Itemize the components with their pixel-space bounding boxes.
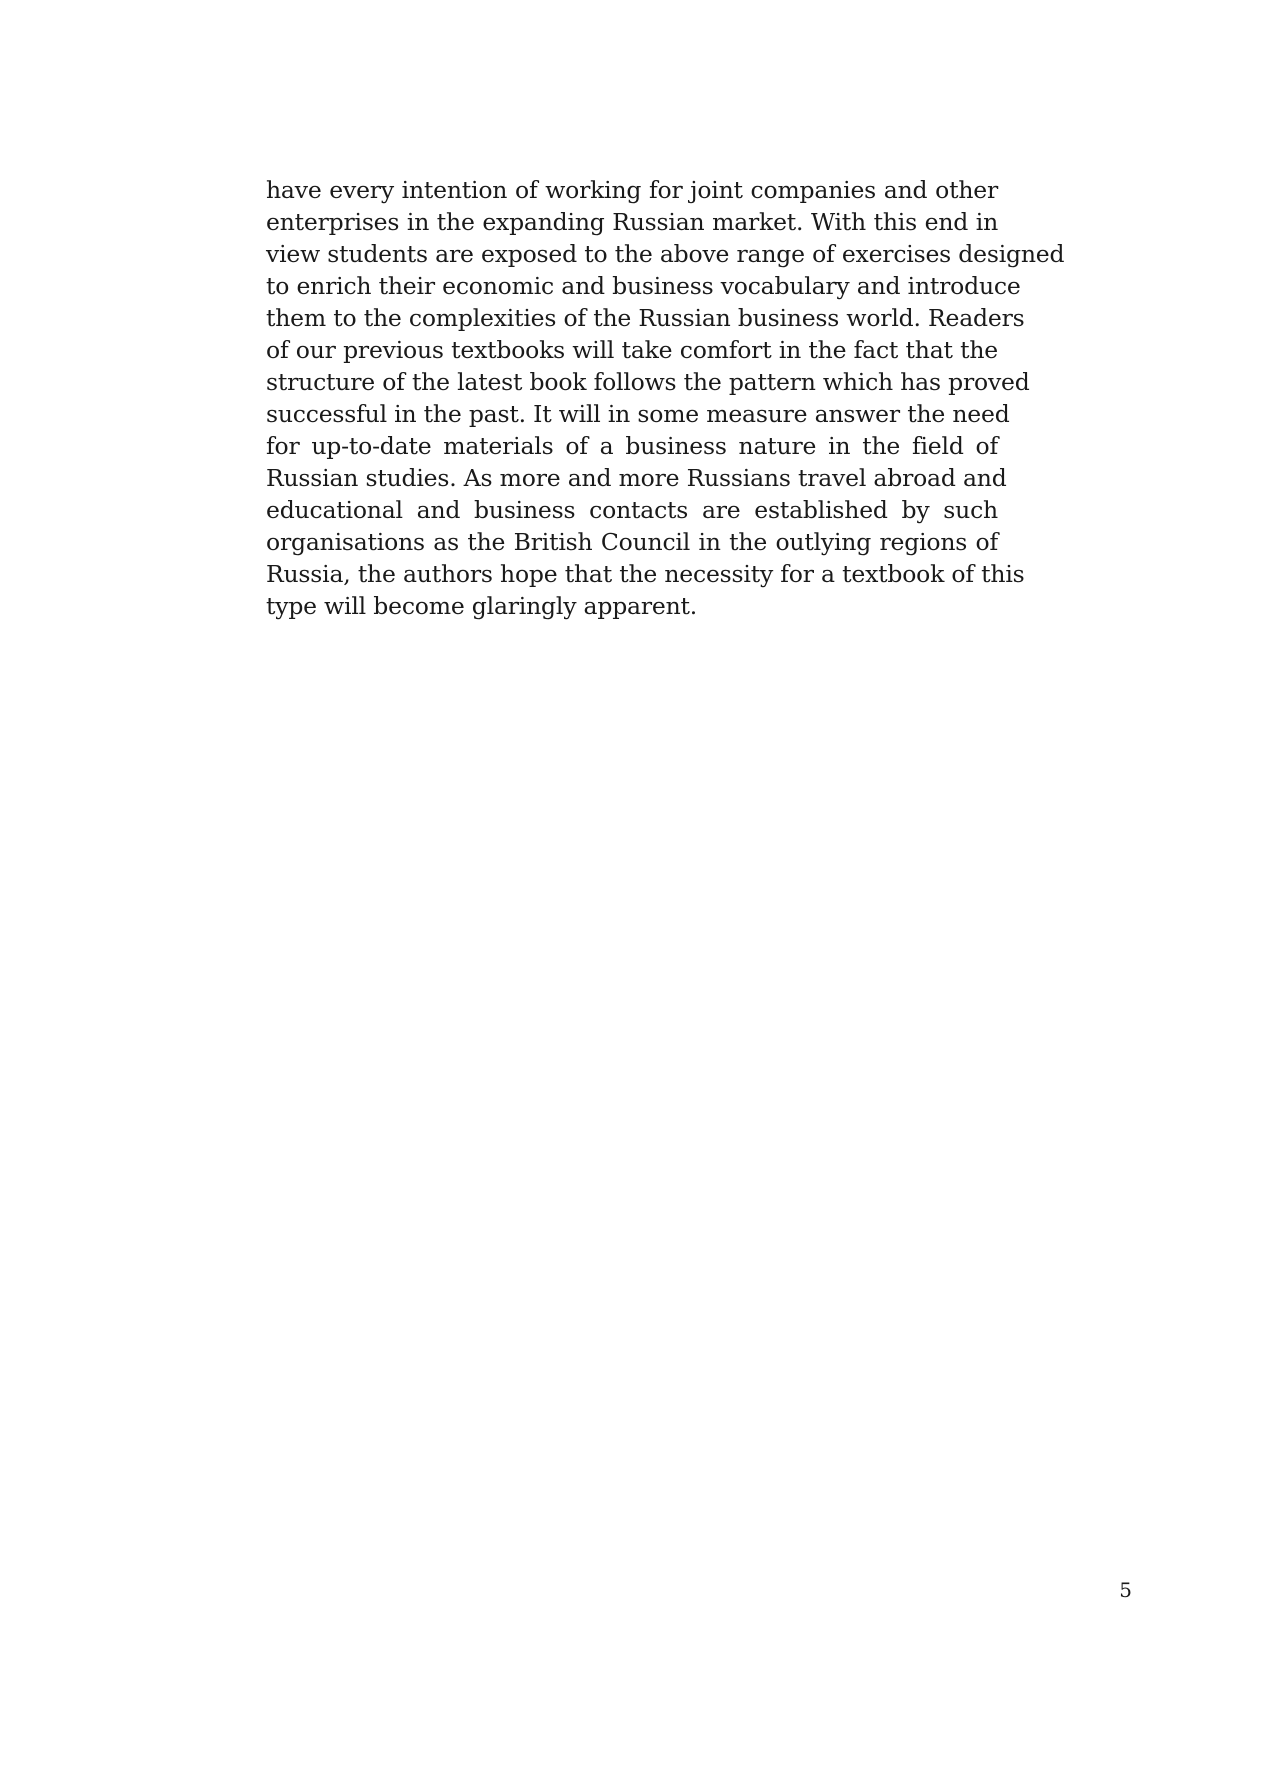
body-paragraph [266,174,1065,622]
paragraph-line: for up-to-date materials of a business nature in the field of [266,432,998,460]
paragraph-line: enterprises in the expanding Russian market. With this end in [266,208,998,236]
paragraph-line: Russia, the authors hope that the necessity for a textbook of this [266,560,1025,588]
paragraph-line: view students are exposed to the above range of exercises designed [266,240,1065,268]
paragraph-line: Russian studies. As more and more Russians travel abroad and [266,464,1007,492]
paragraph-line: to enrich their economic and business vocabulary and introduce [266,272,1021,300]
paragraph-line: have every intention of working for joint companies and other [266,176,998,204]
paragraph-line: successful in the past. It will in some measure answer the need [266,400,1010,428]
paragraph-line: organisations as the British Council in the outlying regions of [266,528,998,556]
paragraph-line: type will become glaringly apparent. [266,592,698,620]
page-number: 5 [1119,1578,1132,1602]
paragraph-line: of our previous textbooks will take comfort in the fact that the [266,336,998,364]
paragraph-line: educational and business contacts are established by such [266,496,998,524]
paragraph-line: them to the complexities of the Russian business world. Readers [266,304,1025,332]
paragraph-line: structure of the latest book follows the pattern which has proved [266,368,1030,396]
